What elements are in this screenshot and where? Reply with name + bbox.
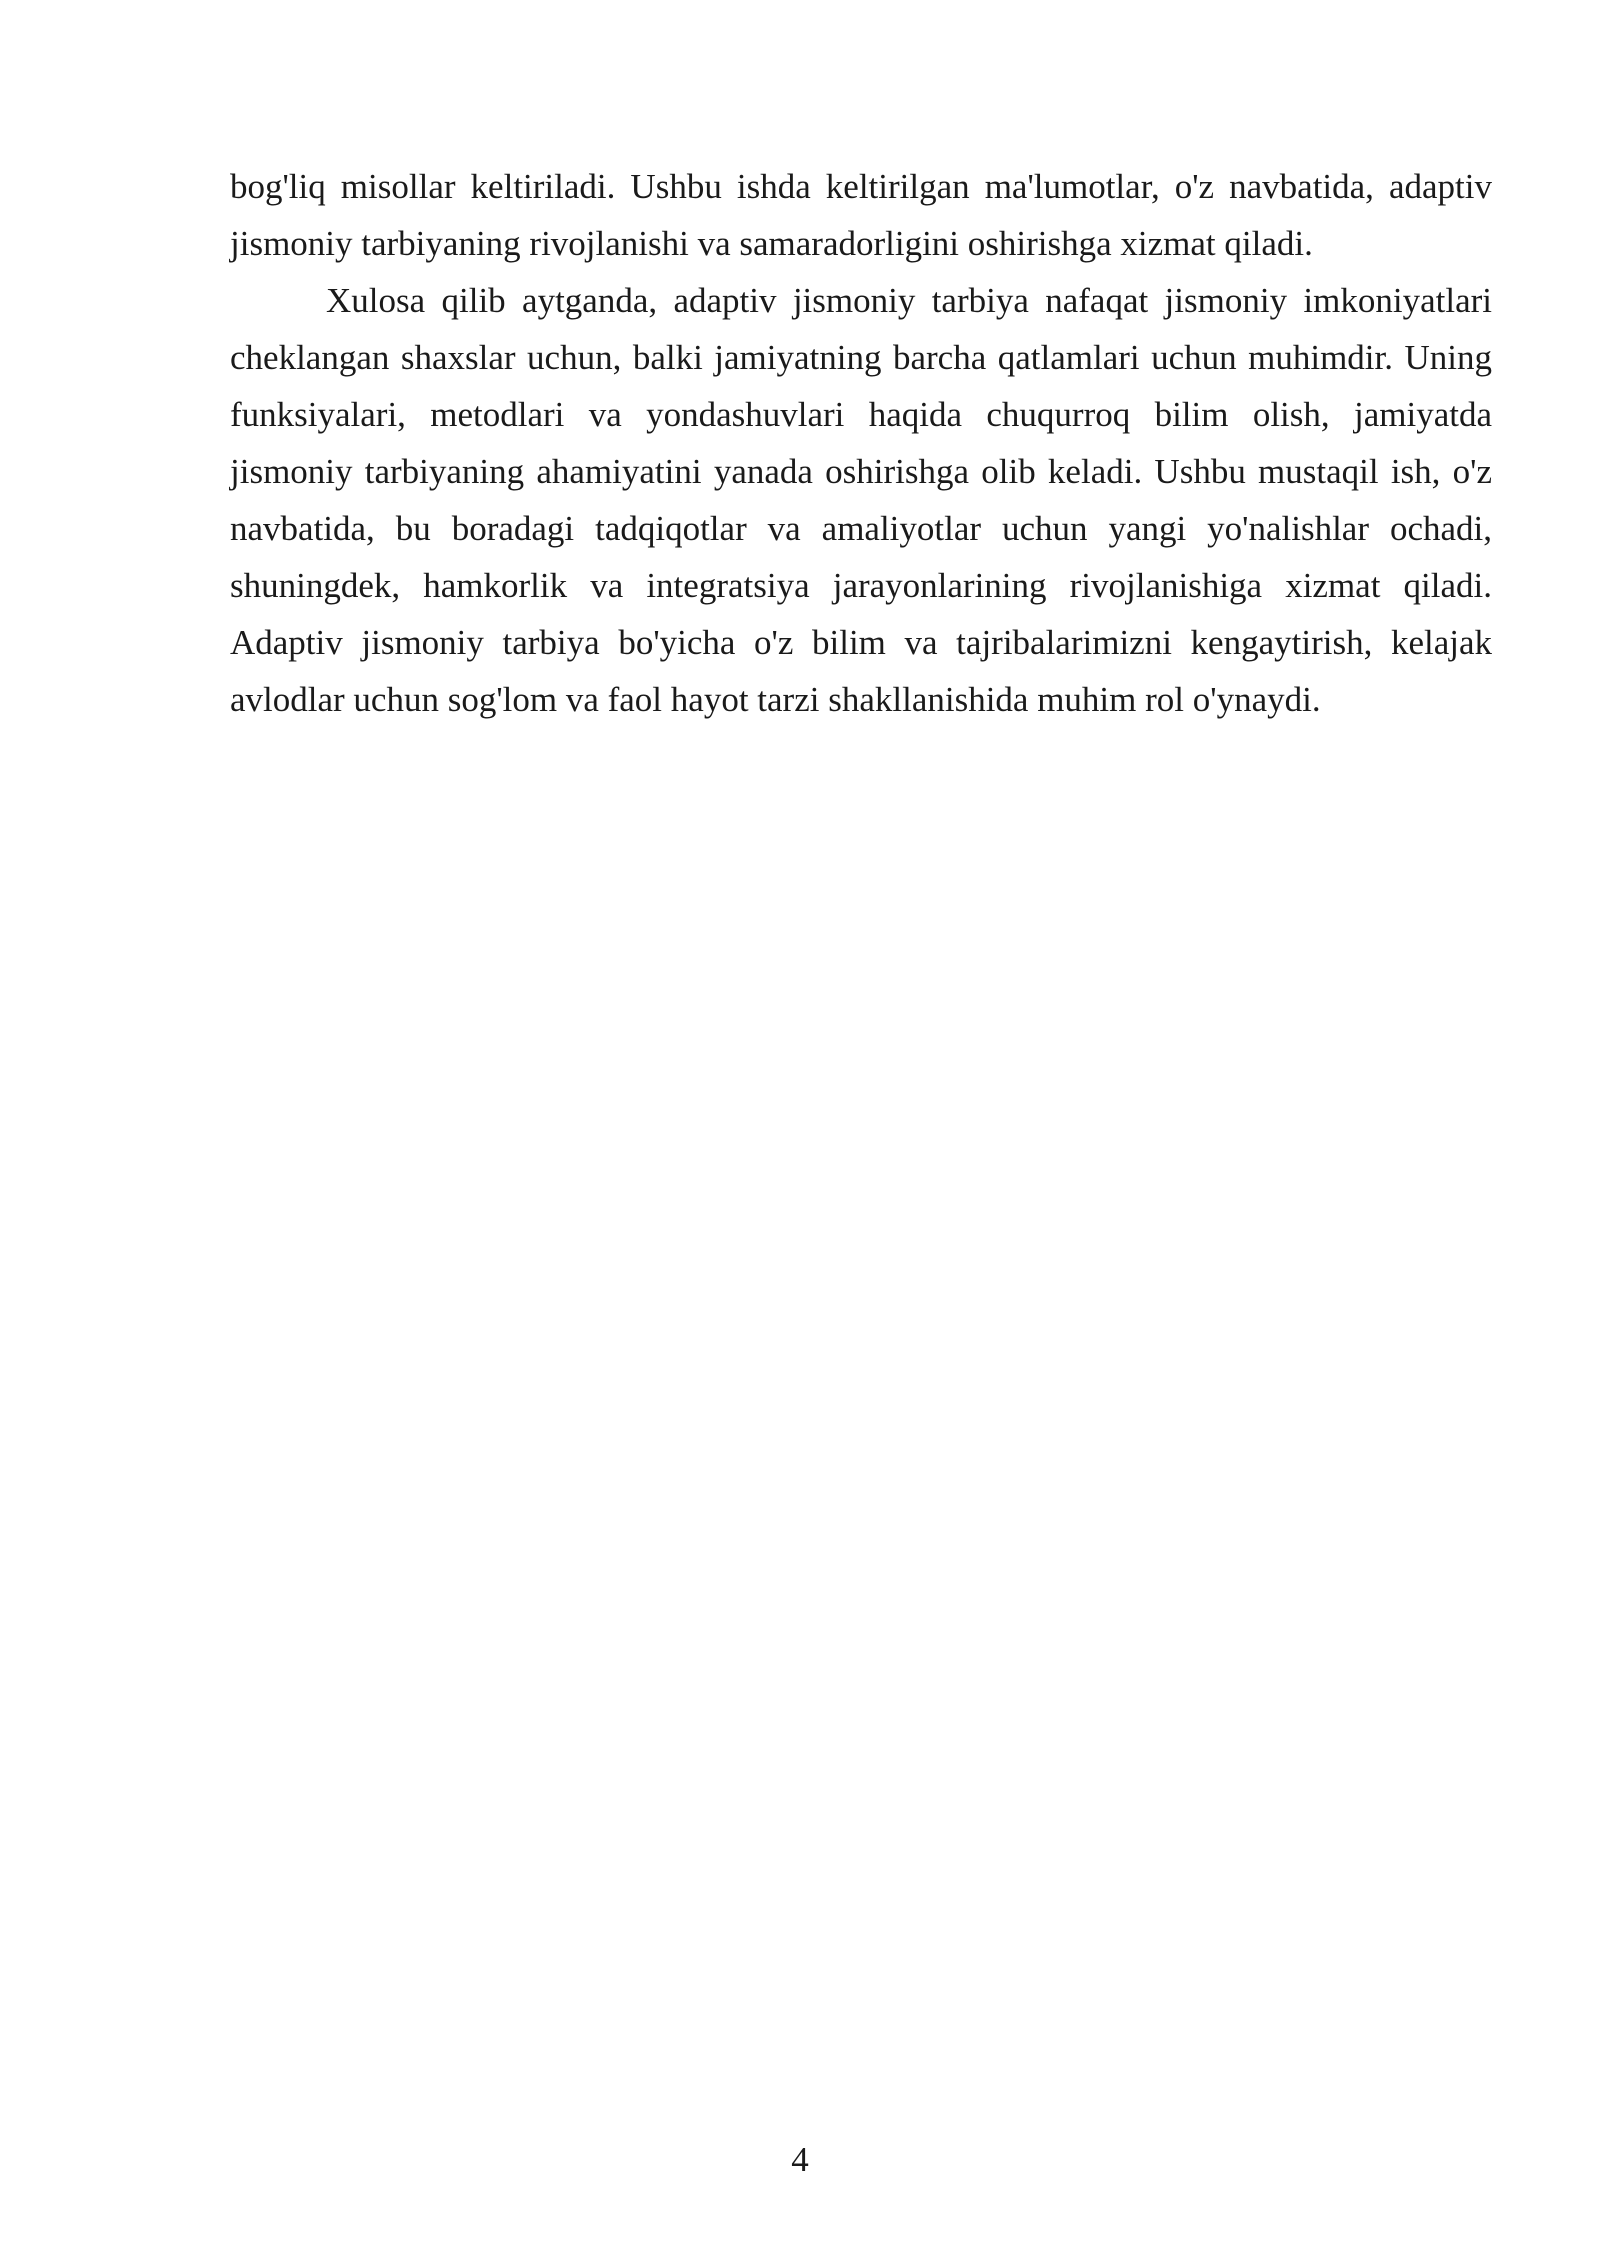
page-number: 4 [791, 2140, 809, 2179]
body-text [230, 158, 1492, 728]
paragraph-conclusion: Xulosa qilib aytganda, adaptiv jismoniy tarbiya nafaqat jismoniy imkoniyatlari cheklangan shaxslar uchun, balki jamiyatning barcha qatlamlari uchun muhimdir. Uning funksiyalari, metodlari va yondashuvlari haqida chuqurroq bilim olish, jamiyatda jismoniy tarbiyaning ahamiyatini yanada oshirishga olib keladi. Ushbu mustaqil ish, o'z navbatida, bu boradagi tadqiqotlar va amaliyotlar uchun yangi yo'nalishlar ochadi, shuningdek, hamkorlik va integratsiya jarayonlarining rivojlanishiga xizmat qiladi. Adaptiv jismoniy tarbiya bo'yicha o'z bilim va tajribalarimizni kengaytirish, kelajak avlodlar uchun sog'lom va faol hayot tarzi shakllanishida muhim rol o'ynaydi. [230, 281, 1492, 719]
paragraph-continuation: bog'liq misollar keltiriladi. Ushbu ishda keltirilgan ma'lumotlar, o'z navbatida, adaptiv jismoniy tarbiyaning rivojlanishi va samaradorligini oshirishga xizmat qiladi. [230, 167, 1492, 263]
